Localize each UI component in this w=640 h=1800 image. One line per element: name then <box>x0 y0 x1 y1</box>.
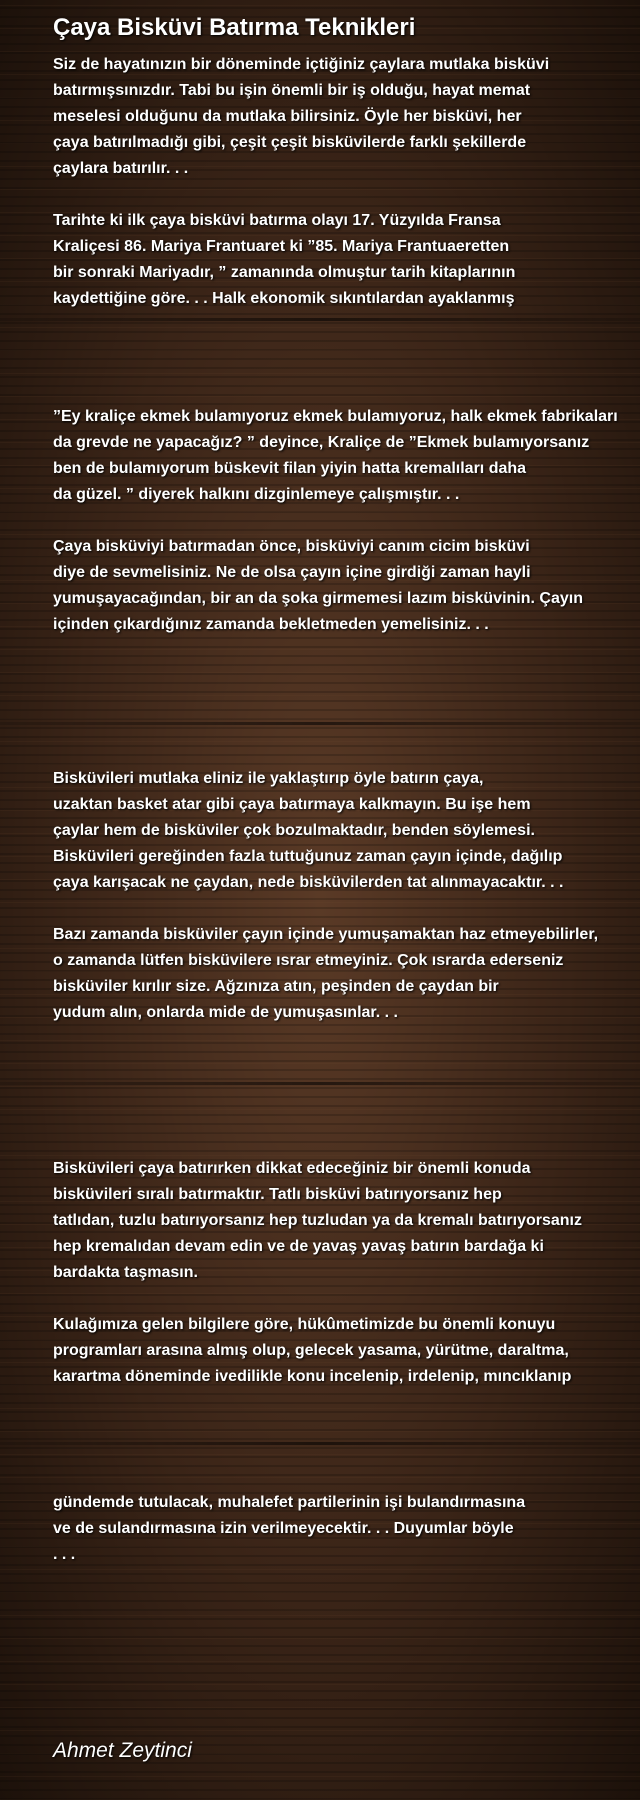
poem-line: kaydettiğine göre. . . Halk ekonomik sıkıntılardan ayaklanmış <box>53 290 515 307</box>
poem-line: . . . <box>53 1546 76 1563</box>
poem-block-4 <box>53 1156 638 1390</box>
wood-board-seam <box>0 1442 640 1445</box>
poem-line: bisküvileri sıralı batırmaktır. Tatlı bisküvi batırıyorsanız hep <box>53 1186 502 1203</box>
poem-line: ve de sulandırmasına izin verilmeyecektir. . . Duyumlar böyle <box>53 1520 514 1537</box>
poem-line: Bazı zamanda bisküviler çayın içinde yumuşamaktan haz etmeyebilirler, <box>53 926 599 943</box>
wood-board-seam <box>0 318 640 321</box>
wood-board-seam <box>0 1082 640 1085</box>
poem-line: ”Ey kraliçe ekmek bulamıyoruz ekmek bulamıyoruz, halk ekmek fabrikaları <box>53 408 618 425</box>
poem-paragraph <box>53 1490 638 1568</box>
poem-block-1 <box>53 52 638 312</box>
poem-paragraph <box>53 208 638 312</box>
poem-line: çaylar hem de bisküviler çok bozulmaktadır, benden söylemesi. <box>53 822 535 839</box>
poem-line: çaya batırılmadığı gibi, çeşit çeşit bisküvilerde farklı şekillerde <box>53 134 527 151</box>
poem-line: Bisküvileri çaya batırırken dikkat edeceğiniz bir önemli konuda <box>53 1160 531 1177</box>
poem-line: bardakta taşmasın. <box>53 1264 198 1281</box>
poem-line: Bisküvileri mutlaka eliniz ile yaklaştırıp öyle batırın çaya, <box>53 770 484 787</box>
poem-paragraph <box>53 404 638 508</box>
poem-paragraph <box>53 1156 638 1286</box>
poem-line: meselesi olduğunu da mutlaka bilirsiniz. Öyle her bisküvi, her <box>53 108 522 125</box>
poem-line: içinden çıkardığınız zamanda bekletmeden yemelisiniz. . . <box>53 616 489 633</box>
poem-line: da grevde ne yapacağız? ” deyince, Kraliçe de ”Ekmek bulamıyorsanız <box>53 434 590 451</box>
poem-line: tatlıdan, tuzlu batırıyorsanız hep tuzludan ya da kremalı batırıyorsanız <box>53 1212 582 1229</box>
poem-line: ben de bulamıyorum büskevit filan yiyin hatta kremalıları daha <box>53 460 527 477</box>
poem-line: uzaktan basket atar gibi çaya batırmaya kalkmayın. Bu işe hem <box>53 796 531 813</box>
poem-line: bisküviler kırılır size. Ağzınıza atın, peşinden de çaydan bir <box>53 978 499 995</box>
poem-paragraph <box>53 534 638 638</box>
poem-line: Siz de hayatınızın bir döneminde içtiğiniz çaylara mutlaka bisküvi <box>53 56 550 73</box>
poem-block-5 <box>53 1490 638 1568</box>
poem-line: çaylara batırılır. . . <box>53 160 189 177</box>
poem-line: gündemde tutulacak, muhalefet partilerinin işi bulandırmasına <box>53 1494 526 1511</box>
poem-line: hep kremalıdan devam edin ve de yavaş yavaş batırın bardağa ki <box>53 1238 544 1255</box>
poem-line: Bisküvileri gereğinden fazla tuttuğunuz zaman çayın içinde, dağılıp <box>53 848 563 865</box>
poem-line: diye de sevmelisiniz. Ne de olsa çayın içine girdiği zaman hayli <box>53 564 531 581</box>
poem-paragraph <box>53 1312 638 1390</box>
poem-line: o zamanda lütfen bisküvilere ısrar etmeyiniz. Çok ısrarda ederseniz <box>53 952 564 969</box>
poem-line: Kraliçesi 86. Mariya Frantuaret ki ”85. Mariya Frantuaeretten <box>53 238 510 255</box>
poem-line: batırmışsınızdır. Tabi bu işin önemli bir iş olduğu, hayat memat <box>53 82 531 99</box>
poem-line: Kulağımıza gelen bilgilere göre, hükûmetimizde bu önemli konuyu <box>53 1316 556 1333</box>
author-name: Ahmet Zeytinci <box>53 1739 192 1762</box>
poem-paragraph <box>53 766 638 896</box>
poem-paragraph <box>53 52 638 182</box>
poem-line: Tarihte ki ilk çaya bisküvi batırma olayı 17. Yüzyılda Fransa <box>53 212 501 229</box>
poem-title: Çaya Bisküvi Batırma Teknikleri <box>53 14 416 41</box>
poem-line: programları arasına almış olup, gelecek yasama, yürütme, daraltma, <box>53 1342 569 1359</box>
wood-board-seam <box>0 722 640 725</box>
poem-line: karartma döneminde ivedilikle konu incelenip, irdelenip, mıncıklanıp <box>53 1368 572 1385</box>
poem-block-3 <box>53 766 638 1026</box>
poem-block-2 <box>53 404 638 638</box>
poem-line: yudum alın, onlarda mide de yumuşasınlar. . . <box>53 1004 398 1021</box>
poem-line: bir sonraki Mariyadır, ” zamanında olmuştur tarih kitaplarının <box>53 264 516 281</box>
poem-line: da güzel. ” diyerek halkını dizginlemeye çalışmıştır. . . <box>53 486 460 503</box>
poem-paragraph <box>53 922 638 1026</box>
poem-line: Çaya bisküviyi batırmadan önce, bisküviyi canım cicim bisküvi <box>53 538 530 555</box>
poem-line: yumuşayacağından, bir an da şoka girmemesi lazım bisküvinin. Çayın <box>53 590 583 607</box>
poem-line: çaya karışacak ne çaydan, nede bisküvilerden tat alınmayacaktır. . . <box>53 874 564 891</box>
